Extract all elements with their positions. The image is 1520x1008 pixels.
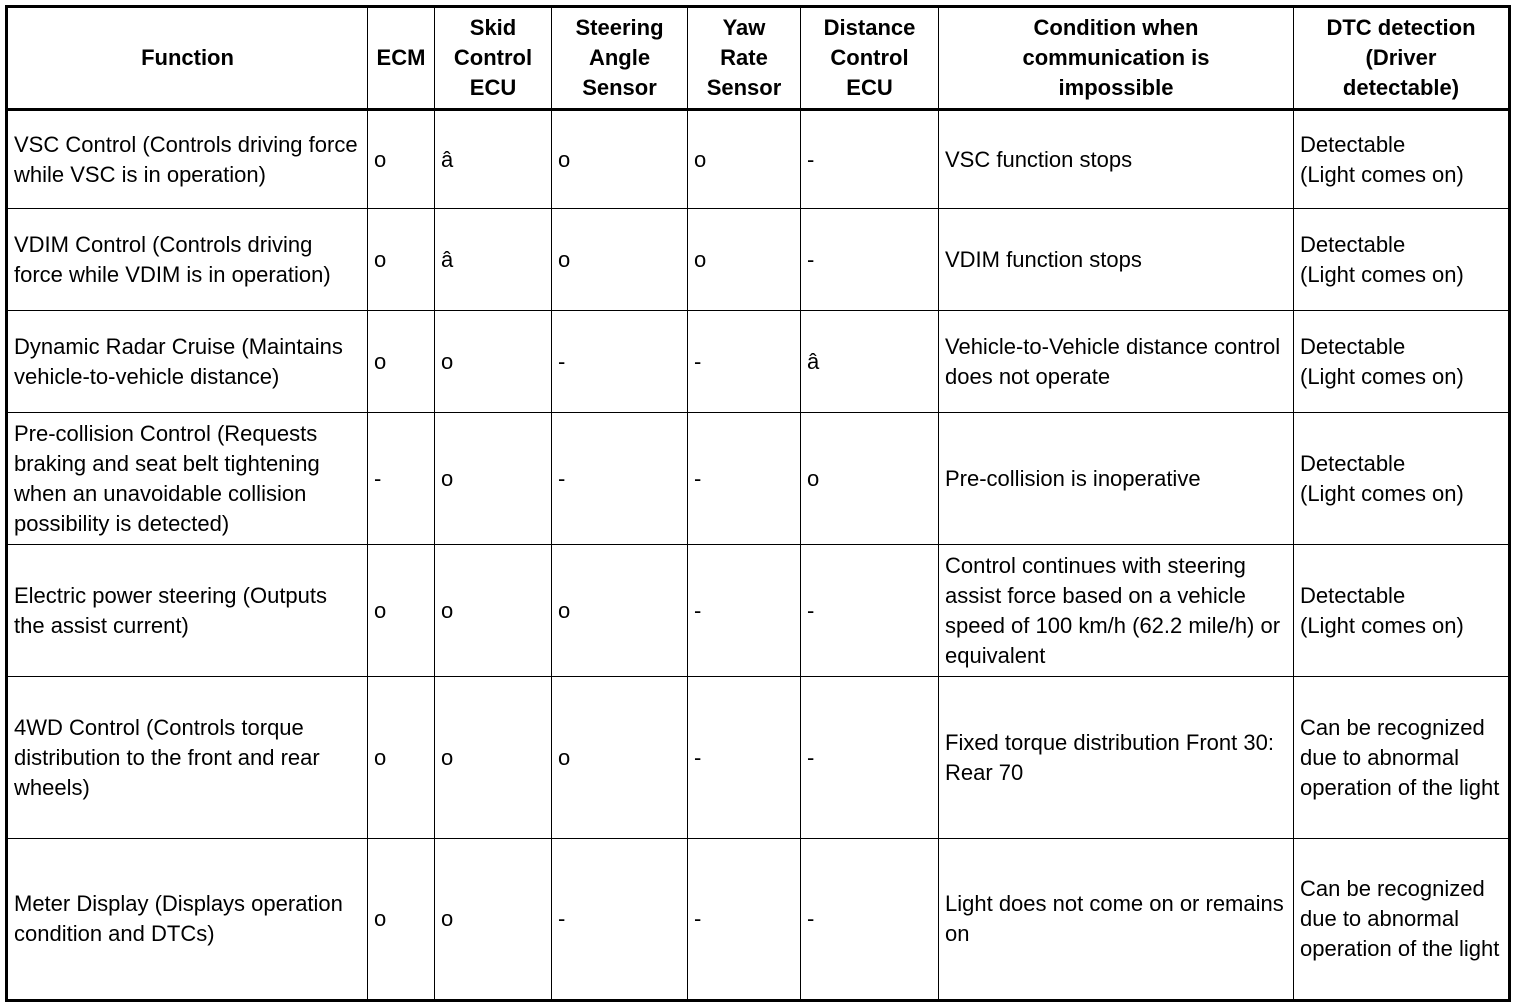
cell-dtc <box>1294 311 1510 413</box>
cell-dtc: Can be recognized due to abnormal operation of the light <box>1294 677 1510 839</box>
cell-ecm: o <box>368 311 435 413</box>
table-row <box>7 209 1510 311</box>
cell-ecm: o <box>368 545 435 677</box>
cell-skid: o <box>435 413 552 545</box>
cell-yaw: - <box>688 545 801 677</box>
cell-yaw: o <box>688 209 801 311</box>
cell-distance: â <box>801 311 939 413</box>
cell-condition: Control continues with steering assist force based on a vehicle speed of 100 km/h (62.2 mile/h) or equivalent <box>939 545 1294 677</box>
dtc-note: (Light comes on) <box>1300 161 1464 187</box>
cell-skid: o <box>435 677 552 839</box>
cell-dtc <box>1294 209 1510 311</box>
cell-function: 4WD Control (Controls torque distribution to the front and rear wheels) <box>7 677 368 839</box>
dtc-status: Detectable <box>1300 333 1406 359</box>
dtc-status: Detectable <box>1300 450 1406 476</box>
dtc-note: (Light comes on) <box>1300 261 1464 287</box>
dtc-status: Detectable <box>1300 231 1406 257</box>
header-condition: Condition when communication is impossible <box>939 7 1294 110</box>
cell-distance: - <box>801 677 939 839</box>
cell-distance: - <box>801 545 939 677</box>
cell-yaw: - <box>688 677 801 839</box>
cell-yaw: - <box>688 839 801 1001</box>
cell-dtc <box>1294 110 1510 209</box>
dtc-note: (Light comes on) <box>1300 363 1464 389</box>
cell-dtc <box>1294 545 1510 677</box>
cell-skid: o <box>435 545 552 677</box>
cell-steering: o <box>552 209 688 311</box>
cell-yaw: - <box>688 413 801 545</box>
cell-skid: o <box>435 839 552 1001</box>
cell-condition: Pre-collision is inoperative <box>939 413 1294 545</box>
cell-ecm: - <box>368 413 435 545</box>
table-row <box>7 839 1510 1001</box>
cell-steering: o <box>552 110 688 209</box>
cell-steering: - <box>552 413 688 545</box>
header-skid-control-ecu: Skid Control ECU <box>435 7 552 110</box>
cell-ecm: o <box>368 839 435 1001</box>
cell-distance: - <box>801 209 939 311</box>
cell-skid: â <box>435 110 552 209</box>
table-row <box>7 311 1510 413</box>
header-ecm: ECM <box>368 7 435 110</box>
header-yaw-rate-sensor: Yaw Rate Sensor <box>688 7 801 110</box>
table-row <box>7 413 1510 545</box>
dtc-note: (Light comes on) <box>1300 612 1464 638</box>
cell-condition: VDIM function stops <box>939 209 1294 311</box>
cell-function: Electric power steering (Outputs the assist current) <box>7 545 368 677</box>
cell-condition: Vehicle-to-Vehicle distance control does not operate <box>939 311 1294 413</box>
cell-function: VSC Control (Controls driving force while VSC is in operation) <box>7 110 368 209</box>
cell-distance: - <box>801 839 939 1001</box>
cell-dtc: Can be recognized due to abnormal operation of the light <box>1294 839 1510 1001</box>
cell-steering: o <box>552 545 688 677</box>
header-steering-angle-sensor: Steering Angle Sensor <box>552 7 688 110</box>
dtc-status: Detectable <box>1300 582 1406 608</box>
cell-function: VDIM Control (Controls driving force while VDIM is in operation) <box>7 209 368 311</box>
cell-distance: o <box>801 413 939 545</box>
cell-steering: - <box>552 311 688 413</box>
cell-distance: - <box>801 110 939 209</box>
cell-ecm: o <box>368 110 435 209</box>
header-dtc-detection: DTC detection (Driver detectable) <box>1294 7 1510 110</box>
header-row <box>7 7 1510 110</box>
cell-steering: o <box>552 677 688 839</box>
cell-function: Dynamic Radar Cruise (Maintains vehicle-to-vehicle distance) <box>7 311 368 413</box>
dtc-status: Detectable <box>1300 131 1406 157</box>
dtc-note: (Light comes on) <box>1300 480 1464 506</box>
cell-steering: - <box>552 839 688 1001</box>
cell-yaw: - <box>688 311 801 413</box>
cell-yaw: o <box>688 110 801 209</box>
cell-skid: â <box>435 209 552 311</box>
table-row <box>7 110 1510 209</box>
cell-function: Meter Display (Displays operation condition and DTCs) <box>7 839 368 1001</box>
cell-condition: VSC function stops <box>939 110 1294 209</box>
table-row <box>7 545 1510 677</box>
cell-skid: o <box>435 311 552 413</box>
communication-function-table <box>5 5 1511 1002</box>
cell-condition: Light does not come on or remains on <box>939 839 1294 1001</box>
cell-condition: Fixed torque distribution Front 30: Rear 70 <box>939 677 1294 839</box>
table-row <box>7 677 1510 839</box>
cell-function: Pre-collision Control (Requests braking and seat belt tightening when an unavoidable collision possibility is detected) <box>7 413 368 545</box>
cell-ecm: o <box>368 209 435 311</box>
cell-dtc <box>1294 413 1510 545</box>
header-function: Function <box>7 7 368 110</box>
header-distance-control-ecu: Distance Control ECU <box>801 7 939 110</box>
cell-ecm: o <box>368 677 435 839</box>
